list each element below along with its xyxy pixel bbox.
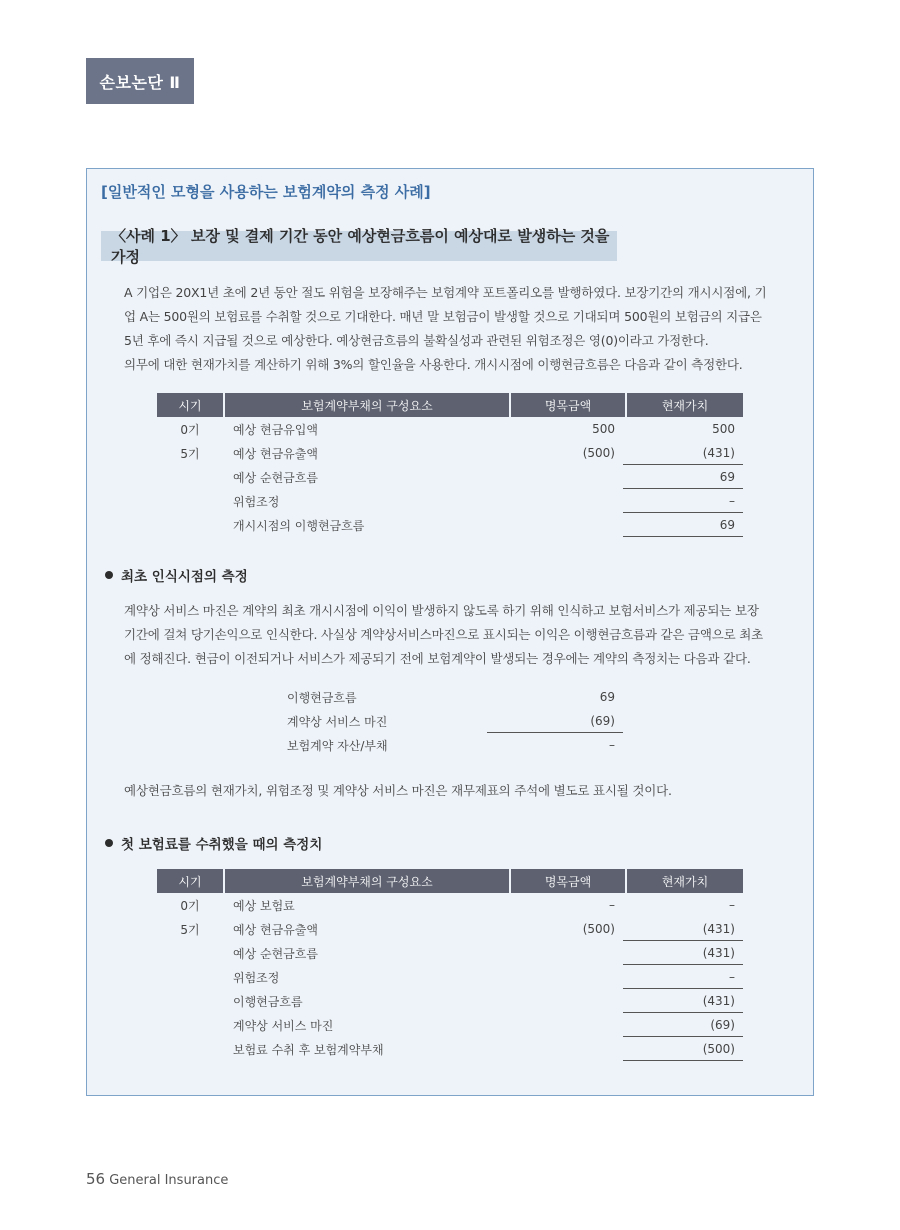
section-title: 첫 보험료를 수취했을 때의 측정치 (121, 837, 323, 853)
table-row (157, 1013, 743, 1037)
bullet-icon (105, 839, 113, 847)
cell-value: 69 (599, 690, 615, 704)
table-row (157, 417, 743, 441)
cell-component: 예상 순현금흐름 (233, 470, 318, 485)
note-paragraph (124, 779, 778, 803)
cell-present-value: (431) (623, 917, 743, 941)
case-title: 〈사례 1〉 보장 및 결제 기간 동안 예상현금흐름이 예상대로 발생하는 것을 가정 (101, 231, 617, 261)
cell-present-value: (431) (623, 989, 743, 1013)
table-row (157, 1037, 743, 1061)
body-line: 기간에 걸쳐 당기손익으로 인식한다. 사실상 계약상서비스마진으로 표시되는 이익은 이행현금흐름과 같은 금액으로 최초 (124, 627, 764, 642)
cell-component: 예상 현금유출액 (233, 446, 318, 461)
example-box (86, 168, 814, 1096)
table-row (157, 917, 743, 941)
cell-present-value: (69) (623, 1013, 743, 1037)
initial-measure-table (287, 685, 623, 757)
cell-component: 예상 순현금흐름 (233, 946, 318, 961)
table-row (287, 733, 623, 757)
intro-line: A 기업은 20X1년 초에 2년 동안 절도 위험을 보장해주는 보험계약 포트폴리오를 발행하였다. 보장기간의 개시시점에, 기 (124, 285, 767, 300)
cell-component: 예상 현금유입액 (233, 422, 318, 437)
cell-nominal: (500) (582, 922, 615, 936)
cell-component: 계약상 서비스 마진 (233, 1018, 334, 1033)
header-present-value: 현재가치 (627, 869, 743, 893)
fulfilment-table-1 (157, 393, 743, 537)
cell-component: 이행현금흐름 (233, 994, 303, 1009)
table-row (157, 513, 743, 537)
body-line: 에 정해진다. 현금이 이전되거나 서비스가 제공되기 전에 보험계약이 발생되는 경우에는 계약의 측정치는 다음과 같다. (124, 651, 751, 666)
cell-component: 개시시점의 이행현금흐름 (233, 518, 365, 533)
intro-paragraph (124, 281, 778, 377)
header-period: 시기 (157, 869, 223, 893)
cell-value: (69) (487, 709, 623, 733)
table-row (157, 893, 743, 917)
header-nominal: 명목금액 (511, 869, 625, 893)
table-row (157, 989, 743, 1013)
section-badge: 손보논단 Ⅱ (86, 58, 194, 104)
header-component: 보험계약부채의 구성요소 (225, 869, 509, 893)
cell-nominal: – (609, 898, 615, 912)
initial-paragraph (124, 599, 778, 671)
table-row (157, 441, 743, 465)
cell-present-value: (431) (623, 941, 743, 965)
cell-period: 0기 (180, 898, 200, 913)
intro-line: 의무에 대한 현재가치를 계산하기 위해 3%의 할인율을 사용한다. 개시시점에 이행현금흐름은 다음과 같이 측정한다. (124, 357, 743, 372)
header-component: 보험계약부채의 구성요소 (225, 393, 509, 417)
cell-present-value: 500 (712, 422, 735, 436)
cell-present-value: – (623, 489, 743, 513)
cell-label: 보험계약 자산/부채 (287, 738, 388, 753)
intro-line: 업 A는 500원의 보험료를 수취할 것으로 기대한다. 매년 말 보험금이 발생할 것으로 기대되며 500원의 보험금의 지급은 (124, 309, 762, 324)
cell-value: – (609, 738, 615, 752)
cell-nominal: (500) (582, 446, 615, 460)
cell-component: 위험조정 (233, 970, 280, 985)
cell-nominal: 500 (592, 422, 615, 436)
publication-title: General Insurance (109, 1173, 229, 1188)
cell-period: 0기 (180, 422, 200, 437)
cell-present-value: 69 (623, 513, 743, 537)
section-heading-premium (105, 833, 322, 853)
header-nominal: 명목금액 (511, 393, 625, 417)
page-footer (86, 1170, 228, 1188)
cell-present-value: – (623, 965, 743, 989)
table-row (287, 685, 623, 709)
cell-period: 5기 (180, 922, 200, 937)
cell-label: 계약상 서비스 마진 (287, 714, 388, 729)
table-header (157, 393, 743, 417)
table-header (157, 869, 743, 893)
header-present-value: 현재가치 (627, 393, 743, 417)
table-row (157, 965, 743, 989)
body-line: 예상현금흐름의 현재가치, 위험조정 및 계약상 서비스 마진은 재무제표의 주석에 별도로 표시될 것이다. (124, 783, 672, 798)
cell-present-value: (500) (623, 1037, 743, 1061)
box-title: [일반적인 모형을 사용하는 보험계약의 측정 사례] (101, 183, 431, 201)
section-title: 최초 인식시점의 측정 (121, 569, 248, 585)
cell-period: 5기 (180, 446, 200, 461)
cell-present-value: – (729, 898, 735, 912)
cell-component: 예상 현금유출액 (233, 922, 318, 937)
cell-label: 이행현금흐름 (287, 690, 357, 705)
body-line: 계약상 서비스 마진은 계약의 최초 개시시점에 이익이 발생하지 않도록 하기 위해 인식하고 보험서비스가 제공되는 보장 (124, 603, 759, 618)
cell-present-value: 69 (623, 465, 743, 489)
header-period: 시기 (157, 393, 223, 417)
table-row (157, 941, 743, 965)
page-number: 56 (86, 1170, 106, 1188)
section-heading-initial (105, 565, 248, 585)
cell-component: 위험조정 (233, 494, 280, 509)
fulfilment-table-2 (157, 869, 743, 1061)
table-row (157, 489, 743, 513)
cell-component: 보험료 수취 후 보험계약부채 (233, 1042, 384, 1057)
table-row (287, 709, 623, 733)
cell-present-value: (431) (623, 441, 743, 465)
bullet-icon (105, 571, 113, 579)
table-row (157, 465, 743, 489)
cell-component: 예상 보험료 (233, 898, 295, 913)
intro-line: 5년 후에 즉시 지급될 것으로 예상한다. 예상현금흐름의 불확실성과 관련된 위험조정은 영(0)이라고 가정한다. (124, 333, 709, 348)
